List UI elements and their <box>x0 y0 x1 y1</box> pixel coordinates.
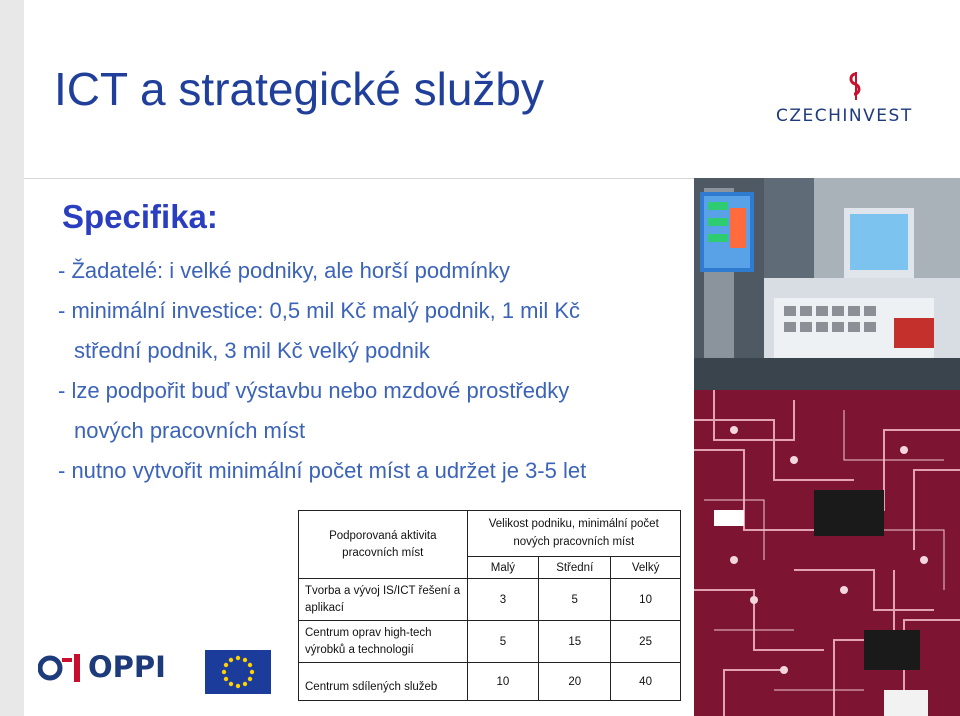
czechinvest-logo <box>776 70 926 130</box>
table-cell: 40 <box>611 663 681 701</box>
bullet-line: - minimální investice: 0,5 mil Kč malý podnik, 1 mil Kč <box>58 298 581 323</box>
table-col-maly: Malý <box>467 557 539 579</box>
table-cell: 3 <box>467 579 539 621</box>
oppi-logo-text: OPPI <box>88 650 166 684</box>
bullet-line: - nutno vytvořit minimální počet míst a udržet je 3-5 let <box>58 458 587 483</box>
czechinvest-mark-icon <box>847 72 865 102</box>
table-header-size: Velikost podniku, minimální počet nových pracovních míst <box>467 511 680 557</box>
slide-title: ICT a strategické služby <box>54 63 545 115</box>
logo-text-invest: INVEST <box>842 106 913 126</box>
photo-circuit-board <box>694 390 960 716</box>
bullet-line: - Žadatelé: i velké podniky, ale horší podmínky <box>58 258 511 283</box>
table-cell: 20 <box>539 663 611 701</box>
table-row-activity: Tvorba a vývoj IS/ICT řešení a aplikací <box>299 579 468 621</box>
left-accent-bar <box>0 0 24 716</box>
table-cell: 15 <box>539 621 611 663</box>
table-row <box>299 621 681 663</box>
support-table <box>298 510 681 700</box>
table-cell: 5 <box>539 579 611 621</box>
table-cell: 10 <box>611 579 681 621</box>
table-cell: 10 <box>467 663 539 701</box>
table-cell: 5 <box>467 621 539 663</box>
table-col-stredni: Střední <box>539 557 611 579</box>
table-row-activity: Centrum oprav high-tech výrobků a technologií <box>299 621 468 663</box>
slide-subtitle: Specifika: <box>62 198 218 235</box>
bullet-line: střední podnik, 3 mil Kč velký podnik <box>74 338 430 363</box>
oppi-logo <box>38 646 178 686</box>
bullet-line: nových pracovních míst <box>74 418 306 443</box>
photo-control-console <box>694 178 960 390</box>
table-row <box>299 579 681 621</box>
bullet-line: - lze podpořit buď výstavbu nebo mzdové prostředky <box>58 378 570 403</box>
table-row <box>299 663 681 701</box>
table-row-activity: Centrum sdílených služeb <box>299 663 468 701</box>
eu-flag-icon <box>205 650 271 694</box>
logo-text-czech: CZECH <box>776 106 843 126</box>
table-cell: 25 <box>611 621 681 663</box>
table-header-activity: Podporovaná aktivita pracovních míst <box>299 511 468 579</box>
table-col-velky: Velký <box>611 557 681 579</box>
